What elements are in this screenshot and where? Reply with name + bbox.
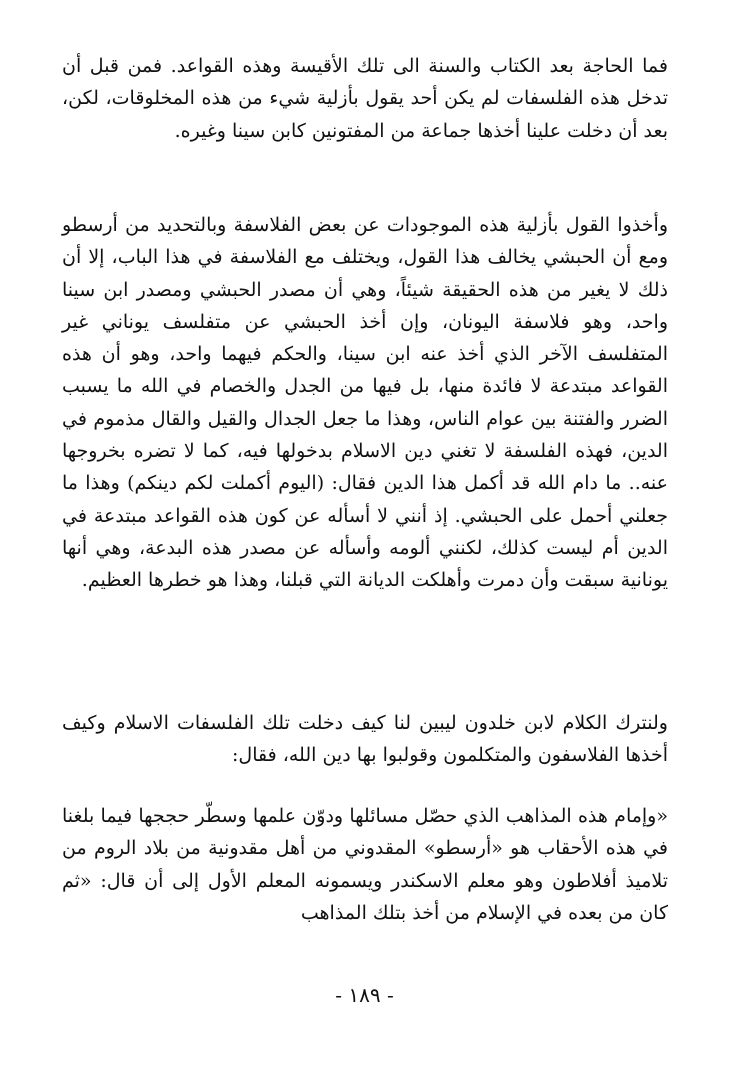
page-number: - ١٨٩ -: [335, 983, 394, 1007]
paragraph-3: ولنترك الكلام لابن خلدون ليبين لنا كيف دخلت تلك الفلسفات الاسلام وكيف أخذها الفلاسفون والمتكلمون وقولبوا بها دين الله، فقال:: [62, 712, 668, 767]
paragraph-1: فما الحاجة بعد الكتاب والسنة الى تلك الأقيسة وهذه القواعد. فمن قبل أن تدخل هذه الفلسفات لم يكن أحد يقول بأزلية شيء من هذه المخلوقات، لكن، بعد أن دخلت علينا أخذها جماعة من المفتونين كابن سينا وغيره.: [62, 55, 668, 142]
paragraph-4-quotation: «وإمام هذه المذاهب الذي حصّل مسائلها ودوّن علمها وسطّر حججها فيما بلغنا في هذه الأحقاب هو «أرسطو» المقدوني من أهل مقدونية من بلاد الروم من تلاميذ أفلاطون وهو معلم الاسكندر ويسمونه المعلم الأول إلى أن قال: «ثم كان من بعده في الإسلام من أخذ بتلك المذاهب: [62, 805, 668, 924]
paragraph-2: وأخذوا القول بأزلية هذه الموجودات عن بعض الفلاسفة وبالتحديد من أرسطو ومع أن الحبشي يخالف هذا القول، ويختلف مع الفلاسفة في هذا الباب، إلا أن ذلك لا يغير من هذه الحقيقة شيئاً، وهي أن مصدر الحبشي ومصدر ابن سينا واحد، وهو فلاسفة اليونان، وإن أخذ الحبشي عن متفلسف يوناني غير المتفلسف الآخر الذي أخذ عنه ابن سينا، والحكم فيهما واحد، وهو أن هذه القواعد مبتدعة لا فائدة منها، بل فيها من الجدل والخصام في الله ما يسبب الضرر والفتنة بين عوام الناس، وهذا ما جعل الجدال والقيل والقال مذموم في الدين، فهذه الفلسفة لا تغني دين الاسلام بدخولها فيه، كما لا تضره بخروجها عنه.. ما دام الله قد أكمل هذا الدين فقال: (اليوم أكملت لكم دينكم) وهذا ما جعلني أحمل على الحبشي. إذ أنني لا أسأله عن كون هذه القواعد مبتدعة في الدين أم ليست كذلك، لكنني ألومه وأسأله عن مصدر هذه البدعة، وهي أنها يونانية سبقت وأن دمرت وأهلكت الديانة التي قبلنا، وهذا هو خطرها العظيم.: [62, 214, 668, 592]
